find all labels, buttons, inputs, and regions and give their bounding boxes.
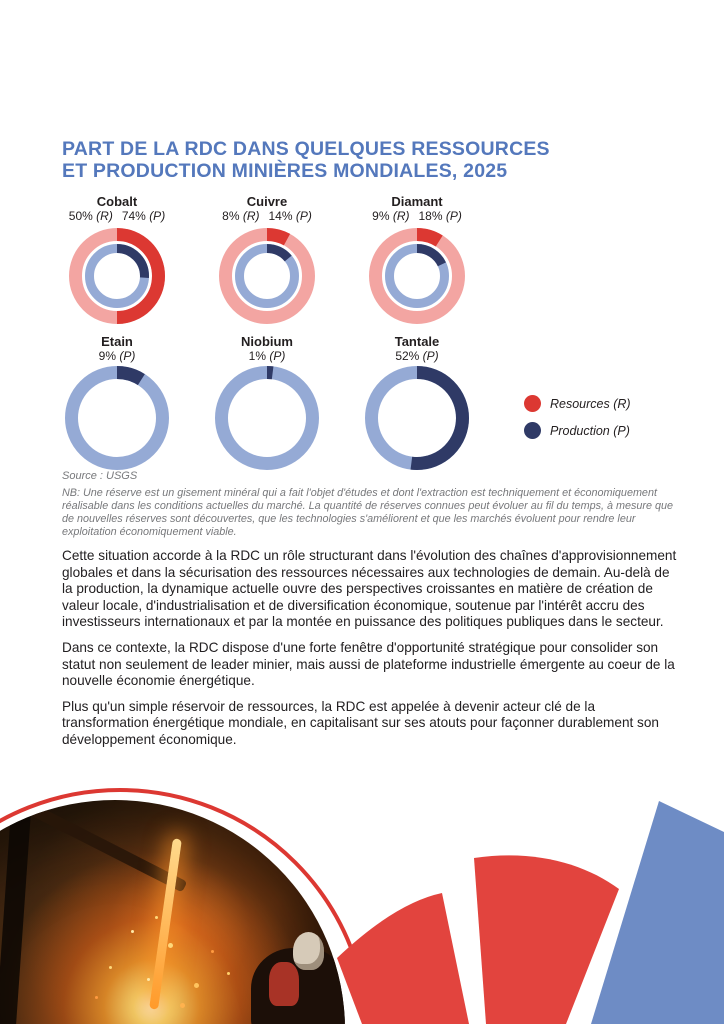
donut-cell-niobium (192, 334, 342, 470)
worker-hood (293, 932, 324, 970)
donut-diamant (369, 228, 465, 324)
value-tag: (R) (242, 209, 260, 223)
legend-dot (524, 395, 541, 412)
donut-tantale (365, 366, 469, 470)
mineral-name: Etain (101, 334, 133, 349)
value-group (122, 209, 165, 223)
mineral-name: Cuivre (246, 194, 288, 209)
value-group (99, 349, 136, 363)
mineral-name: Tantale (394, 334, 440, 349)
value-tag: (R) (392, 209, 410, 223)
value-tag: (P) (149, 209, 166, 223)
scaffold-shape (0, 800, 32, 1024)
legend-label: Production (P) (550, 423, 630, 438)
legend-label: Resources (R) (550, 396, 631, 411)
mineral-values (69, 209, 165, 223)
donut-cell-diamant (342, 194, 492, 324)
value-pct: 74% (121, 209, 150, 223)
donut-niobium (215, 366, 319, 470)
value-group (395, 349, 438, 363)
legend-item (524, 390, 631, 417)
value-pct: 8% (222, 209, 243, 223)
value-tag: (P) (422, 349, 439, 363)
donut-cuivre (219, 228, 315, 324)
donut-cell-cuivre (192, 194, 342, 324)
paragraph: Plus qu'un simple réservoir de ressources, la RDC est appelée à devenir acteur clé de la transformation énergétique mondiale, en capitalisant sur ses atouts pour façonner durablement son développement économique. (62, 698, 659, 747)
value-tag: (P) (119, 349, 136, 363)
chart-row-2 (42, 334, 502, 470)
page-title-line1: PART DE LA RDC DANS QUELQUES RESSOURCES (62, 138, 550, 160)
donut-cell-tantale (342, 334, 492, 470)
value-group (269, 209, 312, 223)
mineral-values (99, 349, 136, 363)
blue-fan (591, 801, 724, 1024)
mineral-name: Niobium (241, 334, 293, 349)
value-group (249, 349, 286, 363)
donut-cobalt (69, 228, 165, 324)
value-pct: 18% (418, 209, 446, 223)
value-group (419, 209, 462, 223)
mineral-name: Cobalt (96, 194, 138, 209)
value-group (69, 209, 113, 223)
value-tag: (P) (269, 349, 286, 363)
chart-row-1 (42, 194, 502, 324)
body-text (62, 548, 678, 758)
worker-vest (269, 962, 299, 1006)
red-fan-large (474, 855, 619, 1024)
legend-item (524, 417, 631, 444)
page-title (62, 139, 550, 182)
donut-cell-cobalt (42, 194, 192, 324)
chart-legend (524, 390, 631, 444)
paragraph: Dans ce contexte, la RDC dispose d'une forte fenêtre d'opportunité stratégique pour consolider son statut non seulement de leader minier, mais aussi de plateforme industrielle émergente au coeur de la nouvelle économie énergétique. (62, 639, 675, 689)
mineral-name: Diamant (391, 194, 443, 209)
value-pct: 1% (248, 349, 270, 363)
mineral-values (372, 209, 462, 223)
sparks (147, 978, 150, 981)
value-group (222, 209, 259, 223)
mineral-values (222, 209, 312, 223)
value-group (372, 209, 409, 223)
legend-dot (524, 422, 541, 439)
value-pct: 50% (68, 209, 97, 223)
value-tag: (R) (96, 209, 113, 223)
value-tag: (P) (295, 209, 312, 223)
mineral-values (395, 349, 438, 363)
value-tag: (P) (445, 209, 462, 223)
value-pct: 52% (395, 349, 423, 363)
girder-shape (13, 800, 188, 892)
value-pct: 9% (372, 209, 393, 223)
value-pct: 14% (268, 209, 296, 223)
donut-chart-grid (42, 194, 502, 470)
mineral-values (249, 349, 286, 363)
donut-cell-etain (42, 334, 192, 470)
paragraph: Cette situation accorde à la RDC un rôle structurant dans l'évolution des chaînes d'approvisionnement globales et dans la sécurisation des ressources nécessaires aux technologies de demain. Au-delà de la production, la dynamique actuelle ouvre des perspectives croissantes en matière de création de valeur locale, d'industrialisation et de diversification économique, soutenue par l'intérêt accru des investisseurs internationaux et par la montée en puissance des politiques publiques dans le secteur. (62, 548, 677, 630)
value-pct: 9% (98, 349, 120, 363)
source-line: Source : USGS (62, 470, 138, 482)
donut-etain (65, 366, 169, 470)
page-title-line2: ET PRODUCTION MINIÈRES MONDIALES, 2025 (62, 159, 508, 182)
foundry-photo-circle (0, 800, 345, 1024)
nb-note: NB: Une réserve est un gisement minéral qui a fait l'objet d'études et dont l'extraction est techniquement et économiquement réalisable dans les conditions actuelles du marché. La quantité de réserves connues peut évoluer au fil du temps, à mesure que de nouvelles réserves sont découvertes, que les technologies s'améliorent et que les marchés évoluent pour rendre leur exploitation économiquement viable. (62, 487, 673, 538)
